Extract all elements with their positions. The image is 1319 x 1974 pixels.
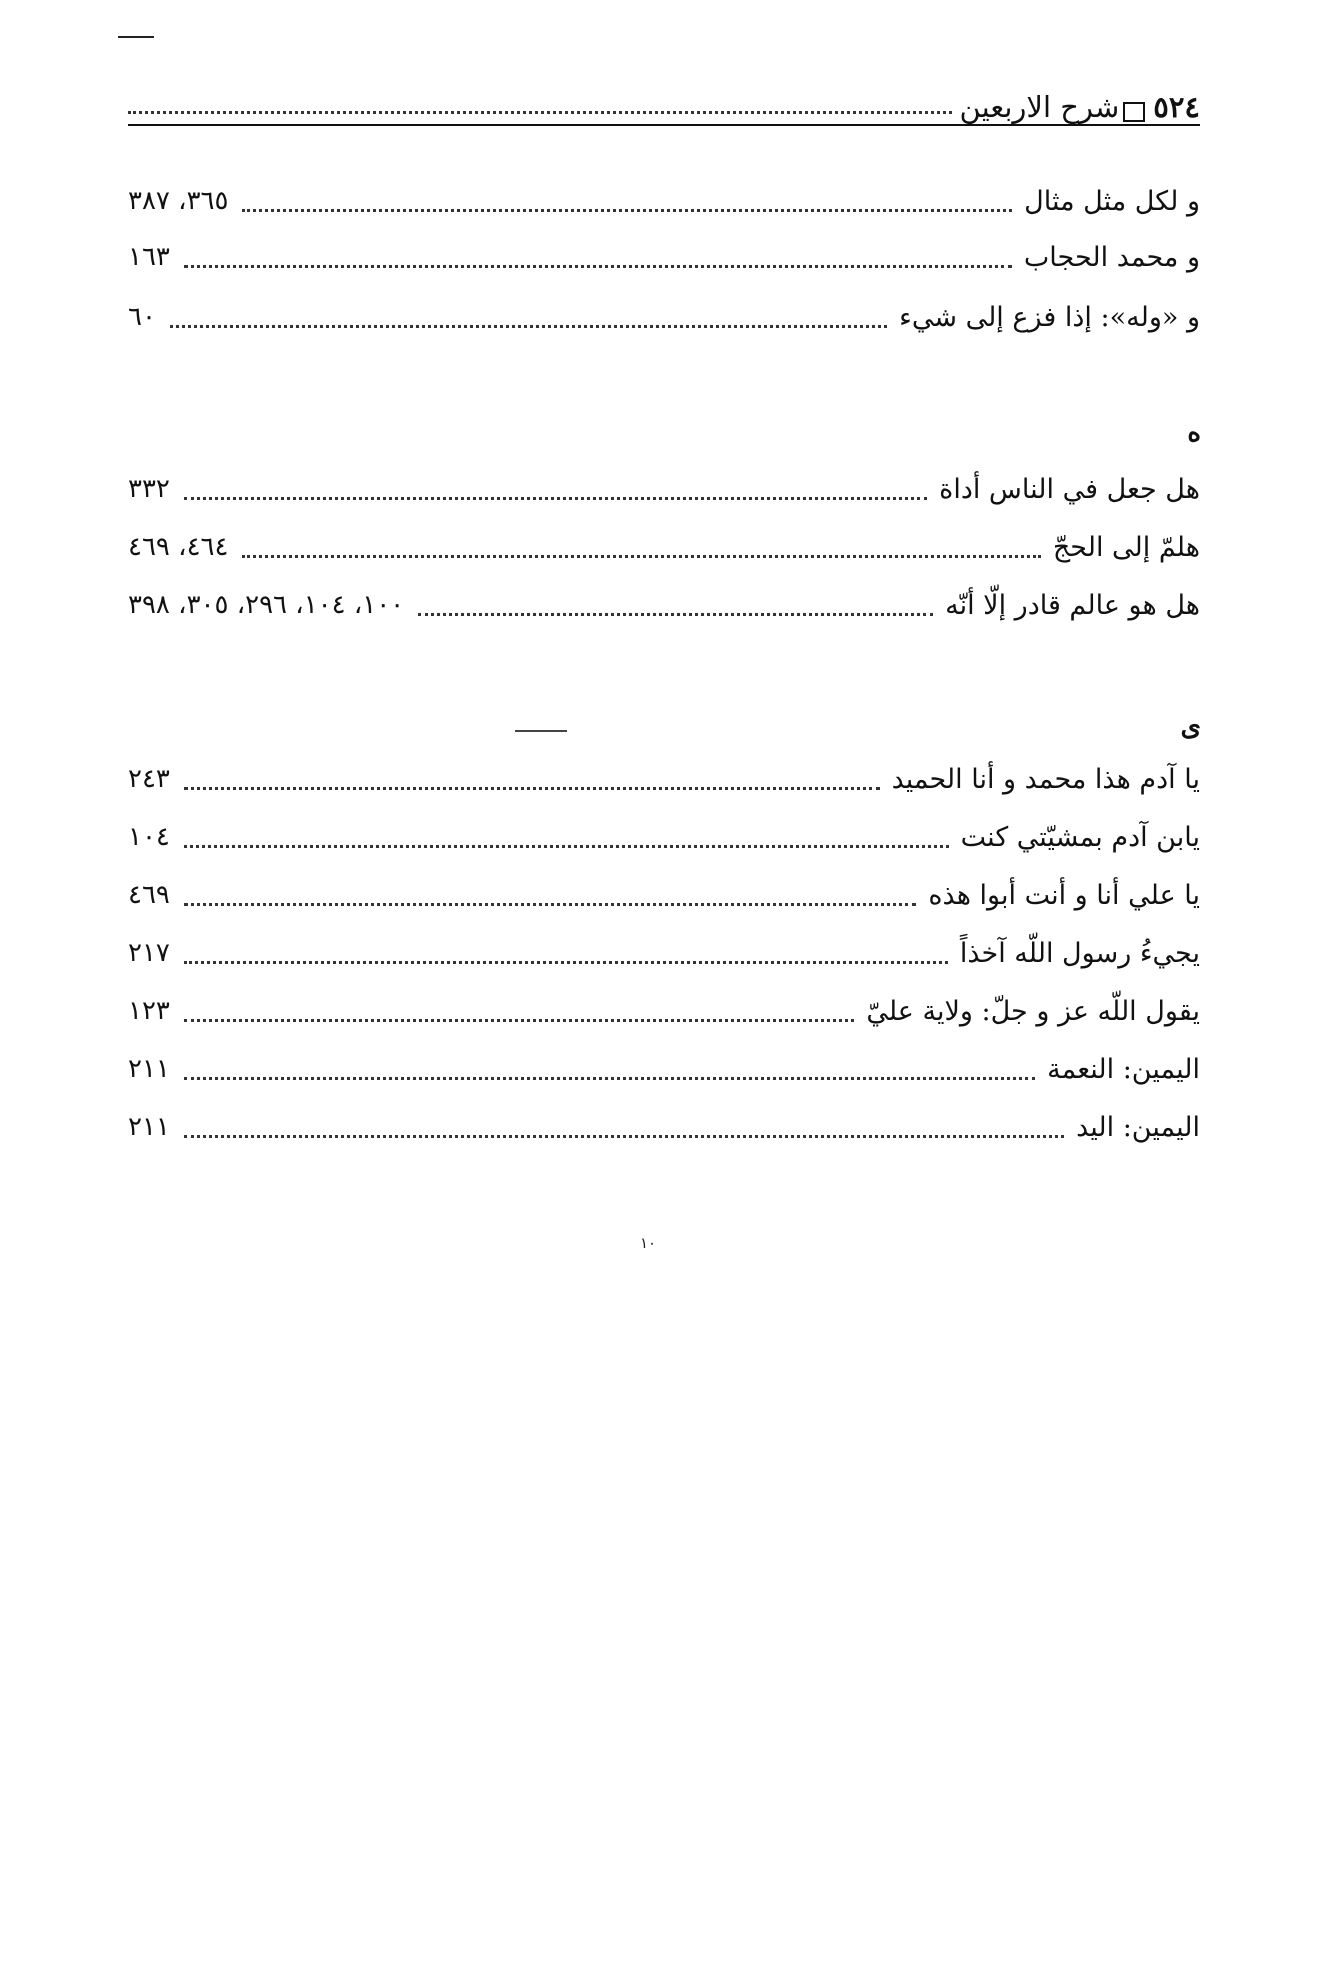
index-entry — [128, 294, 1200, 340]
entry-pages: ٢٤٣ — [128, 764, 170, 794]
index-entry — [128, 524, 1200, 570]
entry-pages: ٤٦٤، ٤٦٩ — [128, 532, 229, 562]
header-rule — [128, 124, 1200, 126]
entry-phrase: يقول اللّه عز و جلّ: ولاية عليّ — [866, 995, 1200, 1027]
index-entry — [128, 756, 1200, 802]
index-entry — [128, 582, 1200, 628]
dot-leader — [184, 787, 880, 790]
index-entry — [128, 466, 1200, 512]
entry-pages: ١٠٤ — [128, 822, 170, 852]
entry-pages: ٢١٧ — [128, 938, 170, 968]
dot-leader — [184, 1019, 854, 1022]
dot-leader — [418, 613, 933, 616]
index-entry — [128, 1104, 1200, 1150]
dot-leader — [242, 555, 1040, 558]
running-head — [128, 74, 1200, 122]
entry-phrase: هلمّ إلى الحجّ — [1052, 531, 1200, 563]
section-letter-ha: ه — [1187, 418, 1201, 448]
entry-pages: ٤٦٩ — [128, 880, 170, 910]
dot-leader — [184, 497, 927, 500]
corner-mark — [118, 36, 154, 38]
entry-phrase: هل جعل في الناس أداة — [939, 473, 1200, 505]
dot-leader — [184, 1135, 1064, 1138]
entry-pages: ١٢٣ — [128, 996, 170, 1026]
entry-pages: ٢١١ — [128, 1054, 170, 1084]
index-entry — [128, 1046, 1200, 1092]
entry-phrase: و لكل مثل مثال — [1024, 185, 1200, 217]
dot-leader — [184, 265, 1012, 268]
entry-phrase: يا علي أنا و أنت أبوا هذه — [928, 879, 1200, 911]
entry-pages: ١٠٠، ١٠٤، ٢٩٦، ٣٠٥، ٣٩٨ — [128, 590, 405, 620]
box-ornament-icon — [1123, 102, 1145, 122]
entry-phrase: و محمد الحجاب — [1023, 241, 1200, 273]
entry-pages: ٦٠ — [128, 302, 156, 332]
dot-leader — [184, 961, 948, 964]
entry-phrase: يا آدم هذا محمد و أنا الحميد — [891, 763, 1200, 795]
section-letter-ya: ى — [1180, 712, 1201, 742]
entry-phrase: اليمين: النعمة — [1047, 1053, 1200, 1085]
index-entry — [128, 178, 1200, 224]
entry-pages: ٣٦٥، ٣٨٧ — [128, 186, 229, 216]
index-entry — [128, 814, 1200, 860]
entry-phrase: اليمين: اليد — [1076, 1111, 1200, 1143]
entry-phrase: يابن آدم بمشيّتي كنت — [960, 821, 1200, 853]
index-entry — [128, 988, 1200, 1034]
index-entry — [128, 872, 1200, 918]
entry-phrase: و «وله»: إذا فزع إلى شيء — [899, 301, 1200, 333]
stray-mark — [515, 730, 567, 732]
entry-pages: ٣٣٢ — [128, 474, 170, 504]
entry-pages: ١٦٣ — [128, 242, 170, 272]
entry-pages: ٢١١ — [128, 1112, 170, 1142]
index-entry — [128, 234, 1200, 280]
dot-leader — [184, 1077, 1035, 1080]
signature-mark: ١٠ — [640, 1234, 657, 1252]
dot-leader — [184, 845, 949, 848]
book-title: شرح الاربعين — [959, 90, 1120, 124]
entry-phrase: يجيءُ رسول اللّه آخذاً — [959, 937, 1200, 969]
dot-leader — [170, 325, 887, 328]
page-number: ٥٢٤ — [1153, 90, 1200, 124]
index-entry — [128, 930, 1200, 976]
dot-leader — [242, 209, 1012, 212]
entry-phrase: هل هو عالم قادر إلّا أنّه — [945, 589, 1200, 621]
dot-leader — [184, 903, 916, 906]
head-dot-leader — [128, 111, 952, 114]
